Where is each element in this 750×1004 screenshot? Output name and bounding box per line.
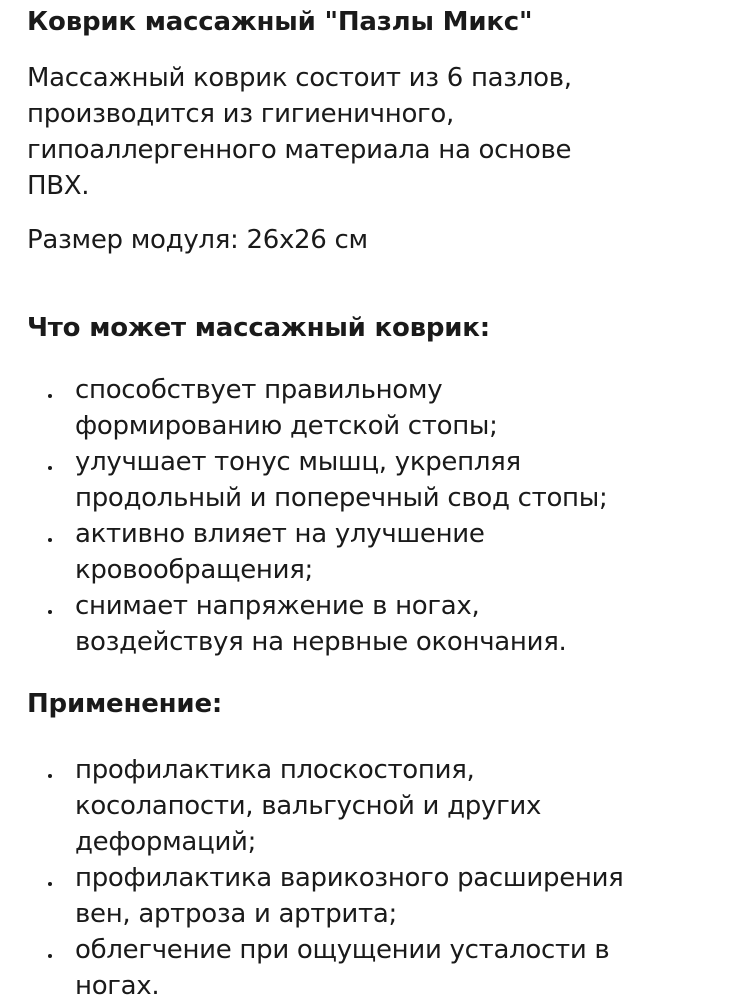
- list-item-line: ногах.: [75, 971, 160, 1001]
- bullet-dot-icon: [48, 610, 52, 614]
- list-item-line: снимает напряжение в ногах,: [75, 591, 480, 621]
- list-item-line: облегчение при ощущении усталости в: [75, 935, 610, 965]
- benefits-heading: Что может массажный коврик:: [27, 313, 490, 343]
- list-item-line: кровообращения;: [75, 555, 314, 585]
- bullet-dot-icon: [48, 882, 52, 886]
- list-item-line: профилактика варикозного расширения: [75, 863, 624, 893]
- description-line: производится из гигиеничного,: [27, 99, 454, 129]
- list-item-line: вен, артроза и артрита;: [75, 899, 397, 929]
- description-line: Массажный коврик состоит из 6 пазлов,: [27, 63, 572, 93]
- list-item: [27, 588, 724, 660]
- list-item-line: формированию детской стопы;: [75, 411, 498, 441]
- description-line: гипоаллергенного материала на основе: [27, 135, 572, 165]
- list-item: [27, 752, 724, 860]
- list-item-line: способствует правильному: [75, 375, 443, 405]
- list-item: [27, 372, 724, 444]
- list-item-line: улучшает тонус мышц, укрепляя: [75, 447, 521, 477]
- benefits-list: [27, 372, 724, 660]
- list-item-line: воздействуя на нервные окончания.: [75, 627, 567, 657]
- list-item-line: продольный и поперечный свод стопы;: [75, 483, 608, 513]
- list-item: [27, 932, 724, 1004]
- list-item: [27, 516, 724, 588]
- list-item-line: активно влияет на улучшение: [75, 519, 485, 549]
- list-item: [27, 860, 724, 932]
- usage-list: [27, 752, 724, 1004]
- bullet-dot-icon: [48, 466, 52, 470]
- bullet-dot-icon: [48, 954, 52, 958]
- product-description: [27, 60, 724, 204]
- description-line: ПВХ.: [27, 171, 90, 201]
- list-item: [27, 444, 724, 516]
- bullet-dot-icon: [48, 538, 52, 542]
- bullet-dot-icon: [48, 774, 52, 778]
- list-item-line: косолапости, вальгусной и других: [75, 791, 542, 821]
- bullet-dot-icon: [48, 394, 52, 398]
- product-title: Коврик массажный "Пазлы Микс": [27, 7, 533, 37]
- list-item-line: профилактика плоскостопия,: [75, 755, 475, 785]
- usage-heading: Применение:: [27, 689, 223, 719]
- module-size: Размер модуля: 26х26 см: [27, 225, 368, 255]
- list-item-line: деформаций;: [75, 827, 257, 857]
